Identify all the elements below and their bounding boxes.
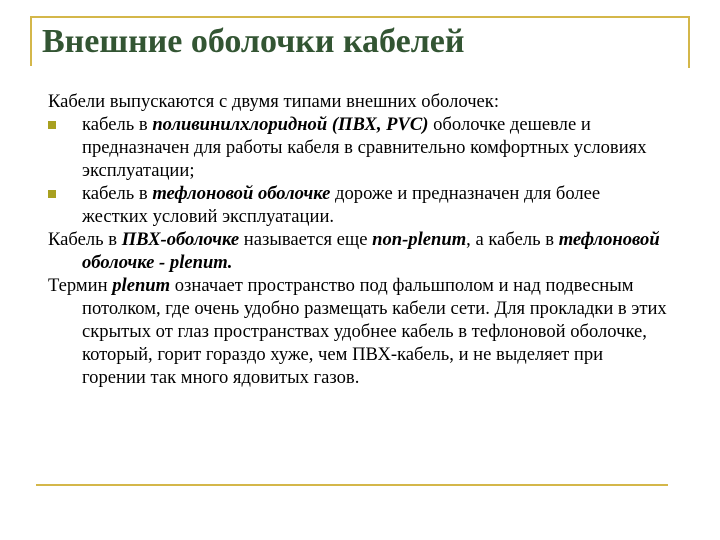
non-plenum-paragraph — [48, 228, 668, 274]
square-bullet-icon — [48, 190, 56, 198]
slide-body — [48, 90, 668, 389]
para-emphasis: non-plenum — [372, 229, 467, 250]
square-bullet-icon — [48, 121, 56, 129]
bullet-text-emphasis: поливинилхлоридной (ПВХ, PVC) — [152, 114, 429, 135]
para-emphasis: ПВХ-оболочке — [121, 229, 240, 250]
bullet-item-teflon — [48, 182, 668, 228]
para-text: Термин — [48, 275, 113, 296]
bullet-text-pre: кабель в — [82, 183, 153, 204]
slide-title: Внешние оболочки кабелей — [42, 23, 465, 60]
frame-bottom-line — [36, 484, 668, 486]
bullet-text-pre: кабель в — [82, 114, 153, 135]
frame-right-line — [688, 16, 690, 68]
para-text: , а кабель в — [466, 229, 559, 250]
bullet-text-emphasis: тефлоновой оболочке — [152, 183, 331, 204]
para-text: называется еще — [239, 229, 373, 250]
para-emphasis: тефлоновой оболочке - plenum. — [82, 229, 660, 273]
frame-top-line — [30, 16, 688, 18]
bullet-item-pvc — [48, 113, 668, 182]
plenum-definition-paragraph — [48, 274, 668, 389]
intro-paragraph: Кабели выпускаются с двумя типами внешних оболочек: — [48, 91, 500, 112]
frame-left-line — [30, 16, 32, 66]
para-emphasis: plenum — [112, 275, 171, 296]
bullet-text-post: дороже и предназначен для более жестких условий эксплуатации. — [82, 183, 601, 227]
para-text: Кабель в — [48, 229, 122, 250]
para-text: означает пространство под фальшполом и над подвесным потолком, где очень удобно размещать кабели сети. Для прокладки в этих скрытых от глаз пространствах удобнее кабель в тефлоновой оболочке, который, горит гораздо хуже, чем ПВХ-кабель, и не выделяет при горении так много ядовитых газов. — [82, 275, 667, 388]
bullet-text-post: оболочке дешевле и предназначен для работы кабеля в сравнительно комфортных условиях эксплуатации; — [82, 114, 647, 181]
